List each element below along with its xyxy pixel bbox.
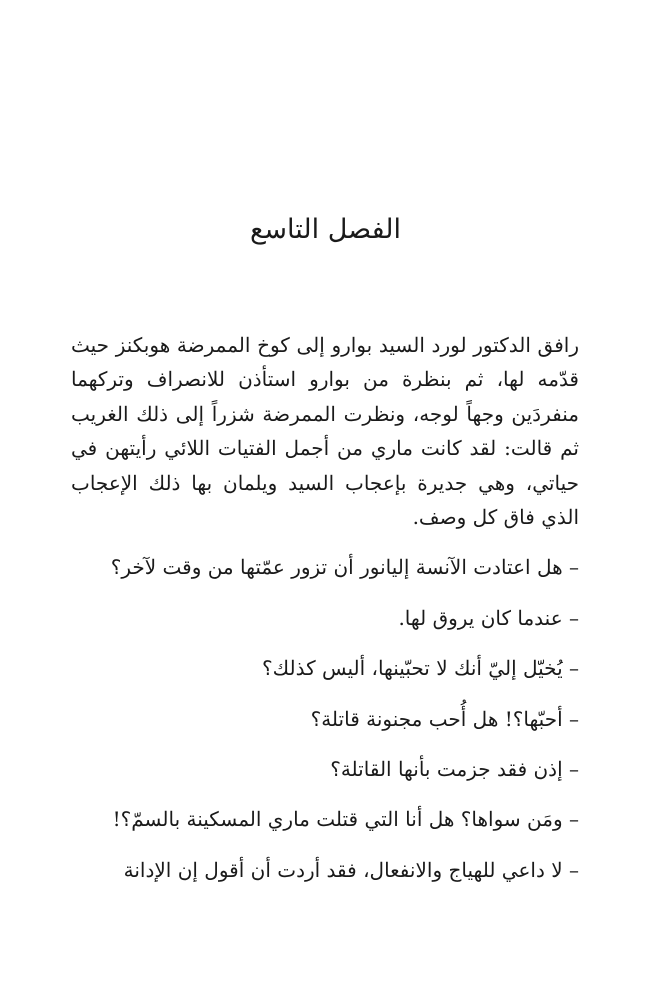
chapter-body (71, 328, 579, 887)
dialogue-line: – لا داعي للهياج والانفعال، فقد أردت أن أقول إن الإدانة (123, 857, 579, 882)
dialogue-line: – عندما كان يروق لها. (398, 605, 579, 630)
dialogue-line: – أحبّها؟! هل أُحب مجنونة قاتلة؟ (310, 706, 579, 731)
dialogue-line: – إذن فقد جزمت بأنها القاتلة؟ (330, 757, 579, 782)
dialogue-line: – هل اعتادت الآنسة إليانور أن تزور عمّتها من وقت لآخر؟ (110, 555, 579, 580)
dialogue-line: – يُخيّل إليّ أنك لا تحبّينها، أليس كذلك؟ (262, 656, 579, 681)
narrative-paragraph: رافق الدكتور لورد السيد بوارو إلى كوخ الممرضة هوبكنز حيث قدّمه لها، ثم بنظرة من بوارو استأذن للانصراف وتركهما منفردَين وجهاً لوجه، ونظرت الممرضة شزراً إلى ذلك الغريب ثم قالت: لقد كانت ماري من أجمل الفتيات اللائي رأيتهن في حياتي، وهي جديرة بإعجاب السيد ويلمان بها ذلك الإعجاب الذي فاق كل وصف. (71, 333, 579, 530)
dialogue-line: – ومَن سواها؟ هل أنا التي قتلت ماري المسكينة بالسمّ؟! (112, 807, 579, 832)
chapter-title: الفصل التاسع (250, 214, 401, 245)
